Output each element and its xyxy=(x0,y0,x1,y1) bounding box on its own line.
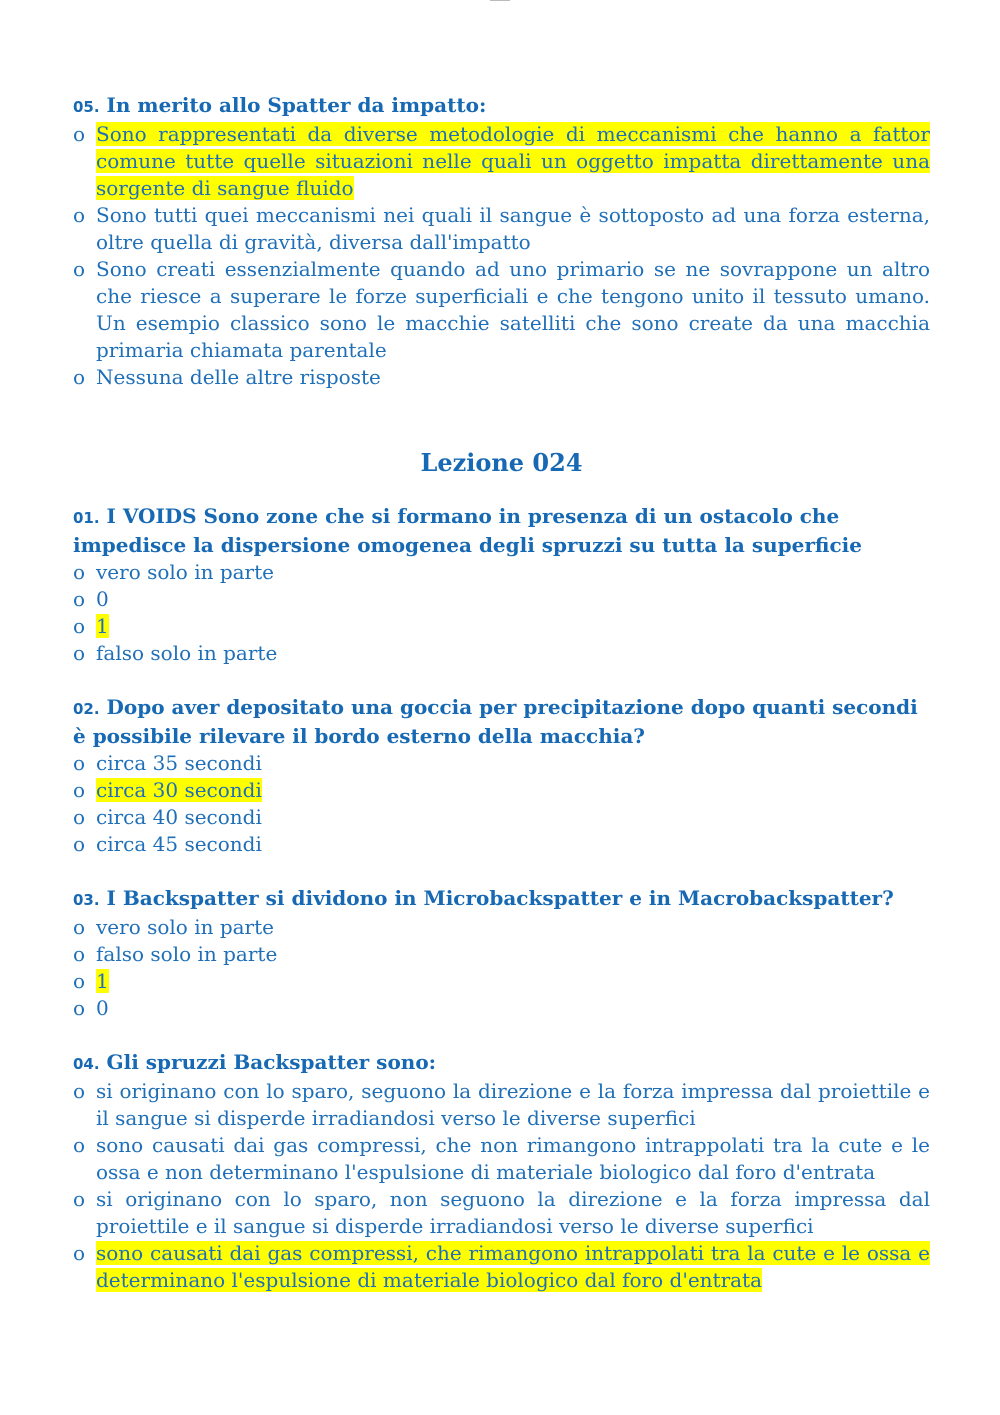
question-number: 01. xyxy=(73,509,100,527)
answer-text: circa 30 secondi xyxy=(96,778,262,802)
answer-text: 1 xyxy=(96,614,109,638)
question-04 xyxy=(73,1049,930,1294)
bullet-icon: o xyxy=(73,1241,86,1265)
question-title xyxy=(73,503,930,559)
page-header-mark xyxy=(490,0,510,4)
answer-option[interactable] xyxy=(73,586,930,613)
answer-text: si originano con lo sparo, seguono la direzione e la forza impressa dal proiettile e il sangue si disperde irradiandosi verso le diverse superfici xyxy=(96,1079,930,1130)
answer-text: falso solo in parte xyxy=(96,942,278,966)
answer-options xyxy=(73,121,930,391)
bullet-icon: o xyxy=(73,751,86,775)
bullet-icon: o xyxy=(73,122,86,146)
answer-text: vero solo in parte xyxy=(96,915,274,939)
answer-option[interactable] xyxy=(73,1186,930,1240)
answer-text: vero solo in parte xyxy=(96,560,274,584)
answer-option[interactable] xyxy=(73,968,930,995)
document-page xyxy=(73,92,930,1294)
bullet-icon: o xyxy=(73,560,86,584)
bullet-icon: o xyxy=(73,1187,86,1211)
question-05 xyxy=(73,92,930,391)
lesson-title: Lezione 024 xyxy=(420,448,583,477)
bullet-icon: o xyxy=(73,969,86,993)
answer-text: Nessuna delle altre risposte xyxy=(96,365,381,389)
answer-text: circa 35 secondi xyxy=(96,751,262,775)
question-title xyxy=(73,1049,930,1078)
answer-text: circa 45 secondi xyxy=(96,832,262,856)
answer-option[interactable] xyxy=(73,364,930,391)
bullet-icon: o xyxy=(73,587,86,611)
answer-text: falso solo in parte xyxy=(96,641,278,665)
bullet-icon: o xyxy=(73,614,86,638)
answer-text: Sono tutti quei meccanismi nei quali il sangue è sottoposto ad una forza esterna, oltre quella di gravità, diversa dall'impatto xyxy=(96,203,930,254)
question-01 xyxy=(73,503,930,667)
question-number: 03. xyxy=(73,891,100,909)
question-text: Gli spruzzi Backspatter sono: xyxy=(106,1050,437,1074)
question-number: 05. xyxy=(73,98,100,116)
question-02 xyxy=(73,694,930,858)
bullet-icon: o xyxy=(73,641,86,665)
question-text: Dopo aver depositato una goccia per precipitazione dopo quanti secondi è possibile rilevare il bordo esterno della macchia? xyxy=(73,695,918,748)
answer-text: circa 40 secondi xyxy=(96,805,262,829)
bullet-icon: o xyxy=(73,832,86,856)
answer-text: 1 xyxy=(96,969,109,993)
answer-option[interactable] xyxy=(73,777,930,804)
question-title xyxy=(73,885,930,914)
bullet-icon: o xyxy=(73,365,86,389)
bullet-icon: o xyxy=(73,203,86,227)
bullet-icon: o xyxy=(73,257,86,281)
bullet-icon: o xyxy=(73,778,86,802)
answer-option[interactable] xyxy=(73,202,930,256)
bullet-icon: o xyxy=(73,1133,86,1157)
answer-option[interactable] xyxy=(73,914,930,941)
answer-text: Sono creati essenzialmente quando ad uno primario se ne sovrappone un altro che riesce a superare le forze superficiali e che tengono unito il tessuto umano. Un esempio classico sono le macchie satelliti che sono create da una macchia primaria chiamata parentale xyxy=(96,257,930,362)
answer-option[interactable] xyxy=(73,256,930,364)
answer-options xyxy=(73,750,930,858)
answer-option[interactable] xyxy=(73,750,930,777)
answer-option[interactable] xyxy=(73,640,930,667)
bullet-icon: o xyxy=(73,805,86,829)
answer-option[interactable] xyxy=(73,559,930,586)
question-title xyxy=(73,694,930,750)
answer-option[interactable] xyxy=(73,831,930,858)
answer-option[interactable] xyxy=(73,804,930,831)
answer-option[interactable] xyxy=(73,1240,930,1294)
answer-option[interactable] xyxy=(73,1078,930,1132)
answer-option[interactable] xyxy=(73,613,930,640)
question-text: I VOIDS Sono zone che si formano in presenza di un ostacolo che impedisce la dispersione omogenea degli spruzzi su tutta la superficie xyxy=(73,504,862,557)
bullet-icon: o xyxy=(73,996,86,1020)
answer-option[interactable] xyxy=(73,1132,930,1186)
answer-text: Sono rappresentati da diverse metodologie di meccanismi che hanno a fattor comune tutte quelle situazioni nelle quali un oggetto impatta direttamente una sorgente di sangue fluido xyxy=(96,122,930,200)
question-03 xyxy=(73,885,930,1022)
answer-option[interactable] xyxy=(73,995,930,1022)
answer-text: 0 xyxy=(96,996,109,1020)
question-title xyxy=(73,92,930,121)
bullet-icon: o xyxy=(73,1079,86,1103)
answer-options xyxy=(73,1078,930,1294)
question-number: 04. xyxy=(73,1055,100,1073)
bullet-icon: o xyxy=(73,915,86,939)
answer-option[interactable] xyxy=(73,941,930,968)
question-text: I Backspatter si dividono in Microbackspatter e in Macrobackspatter? xyxy=(106,886,894,910)
answer-text: si originano con lo sparo, non seguono la direzione e la forza impressa dal proiettile e il sangue si disperde irradiandosi verso le diverse superfici xyxy=(96,1187,930,1238)
question-number: 02. xyxy=(73,700,100,718)
answer-option[interactable] xyxy=(73,121,930,202)
answer-text: 0 xyxy=(96,587,109,611)
bullet-icon: o xyxy=(73,942,86,966)
answer-text: sono causati dai gas compressi, che rimangono intrappolati tra la cute e le ossa e determinano l'espulsione di materiale biologico dal foro d'entrata xyxy=(96,1241,930,1292)
answer-text: sono causati dai gas compressi, che non rimangono intrappolati tra la cute e le ossa e non determinano l'espulsione di materiale biologico dal foro d'entrata xyxy=(96,1133,930,1184)
answer-options xyxy=(73,559,930,667)
answer-options xyxy=(73,914,930,1022)
question-text: In merito allo Spatter da impatto: xyxy=(106,93,487,117)
